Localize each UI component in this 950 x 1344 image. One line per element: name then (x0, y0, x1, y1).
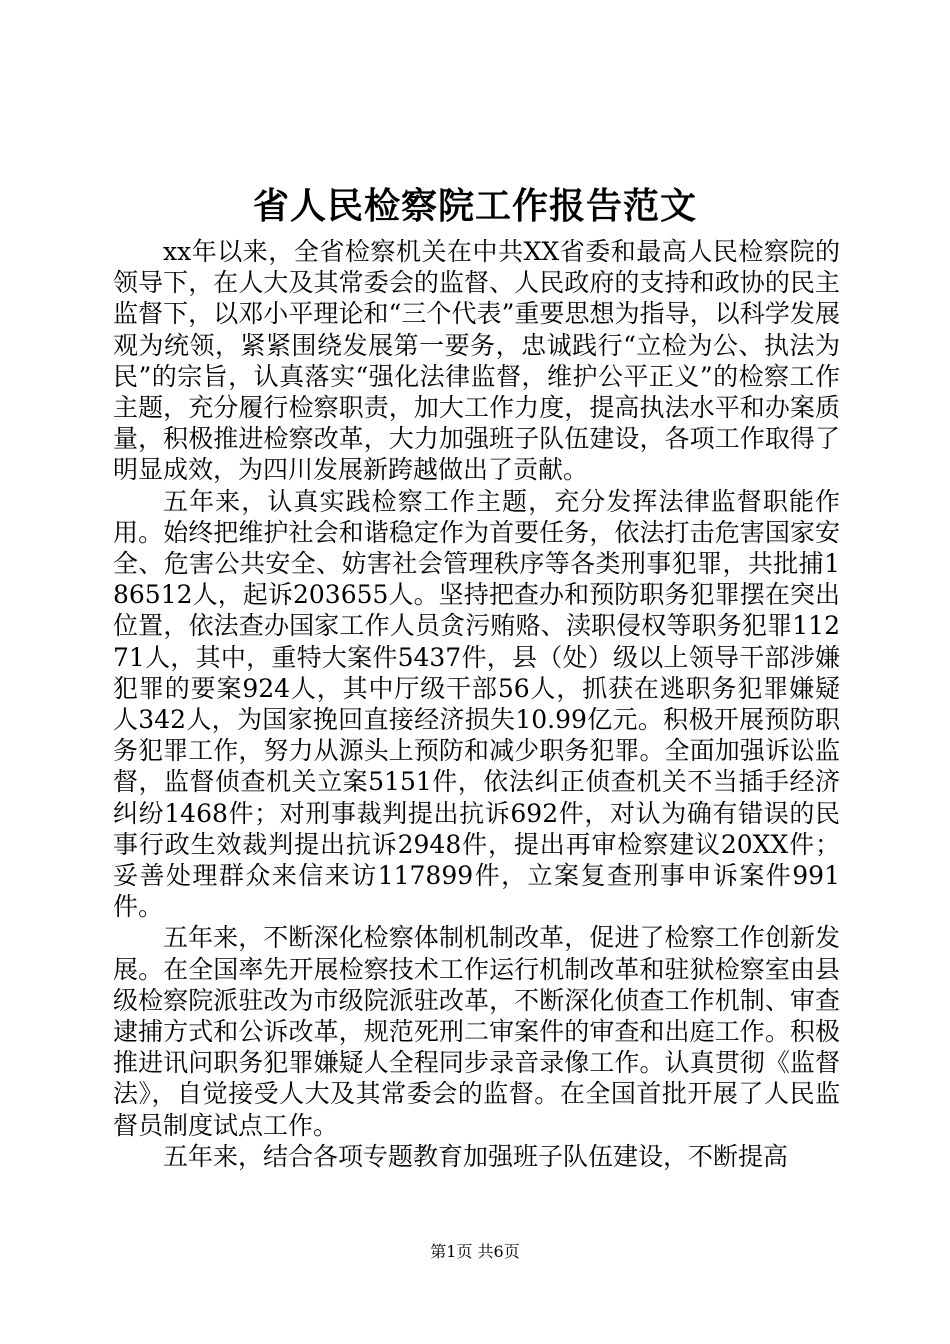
document-body (113, 236, 840, 1172)
paragraph-4: 五年来，结合各项专题教育加强班子队伍建设，不断提高 (163, 1141, 789, 1171)
paragraph-3: 五年来，不断深化检察体制机制改革，促进了检察工作创新发展。在全国率先开展检察技术工作运行机制改革和驻狱检察室由县级检察院派驻改为市级院派驻改革，不断深化侦查工作机制、审查逮捕方式和公诉改革，规范死刑二审案件的审查和出庭工作。积极推进讯问职务犯罪嫌疑人全程同步录音录像工作。认真贯彻《监督法》，自觉接受人大及其常委会的监督。在全国首批开展了人民监督员制度试点工作。 (113, 923, 840, 1140)
page-number-footer: 第1页 共6页 (430, 1242, 520, 1261)
document-title: 省人民检察院工作报告范文 (252, 185, 697, 227)
paragraph-1: xx年以来，全省检察机关在中共XX省委和最高人民检察院的领导下，在人大及其常委会的监督、人民政府的支持和政协的民主监督下，以邓小平理论和“三个代表”重要思想为指导，以科学发展观为统领，紧紧围绕发展第一要务，忠诚践行“立检为公、执法为民”的宗旨，认真落实“强化法律监督，维护公平正义”的检察工作主题，充分履行检察职责，加大工作力度，提高执法水平和办案质量，积极推进检察改革，大力加强班子队伍建设，各项工作取得了明显成效，为四川发展新跨越做出了贡献。 (113, 237, 840, 485)
paragraph-2: 五年来，认真实践检察工作主题，充分发挥法律监督职能作用。始终把维护社会和谐稳定作为首要任务，依法打击危害国家安全、危害公共安全、妨害社会管理秩序等各类刑事犯罪，共批捕186512人，起诉203655人。坚持把查办和预防职务犯罪摆在突出位置，依法查办国家工作人员贪污贿赂、渎职侵权等职务犯罪11271人，其中，重特大案件5437件，县（处）级以上领导干部涉嫌犯罪的要案924人，其中厅级干部56人，抓获在逃职务犯罪嫌疑人342人，为国家挽回直接经济损失10.99亿元。积极开展预防职务犯罪工作，努力从源头上预防和减少职务犯罪。全面加强诉讼监督，监督侦查机关立案5151件，依法纠正侦查机关不当插手经济纠纷1468件；对刑事裁判提出抗诉692件，对认为确有错误的民事行政生效裁判提出抗诉2948件，提出再审检察建议20XX件；妥善处理群众来信来访117899件，立案复查刑事申诉案件991件。 (113, 486, 840, 922)
